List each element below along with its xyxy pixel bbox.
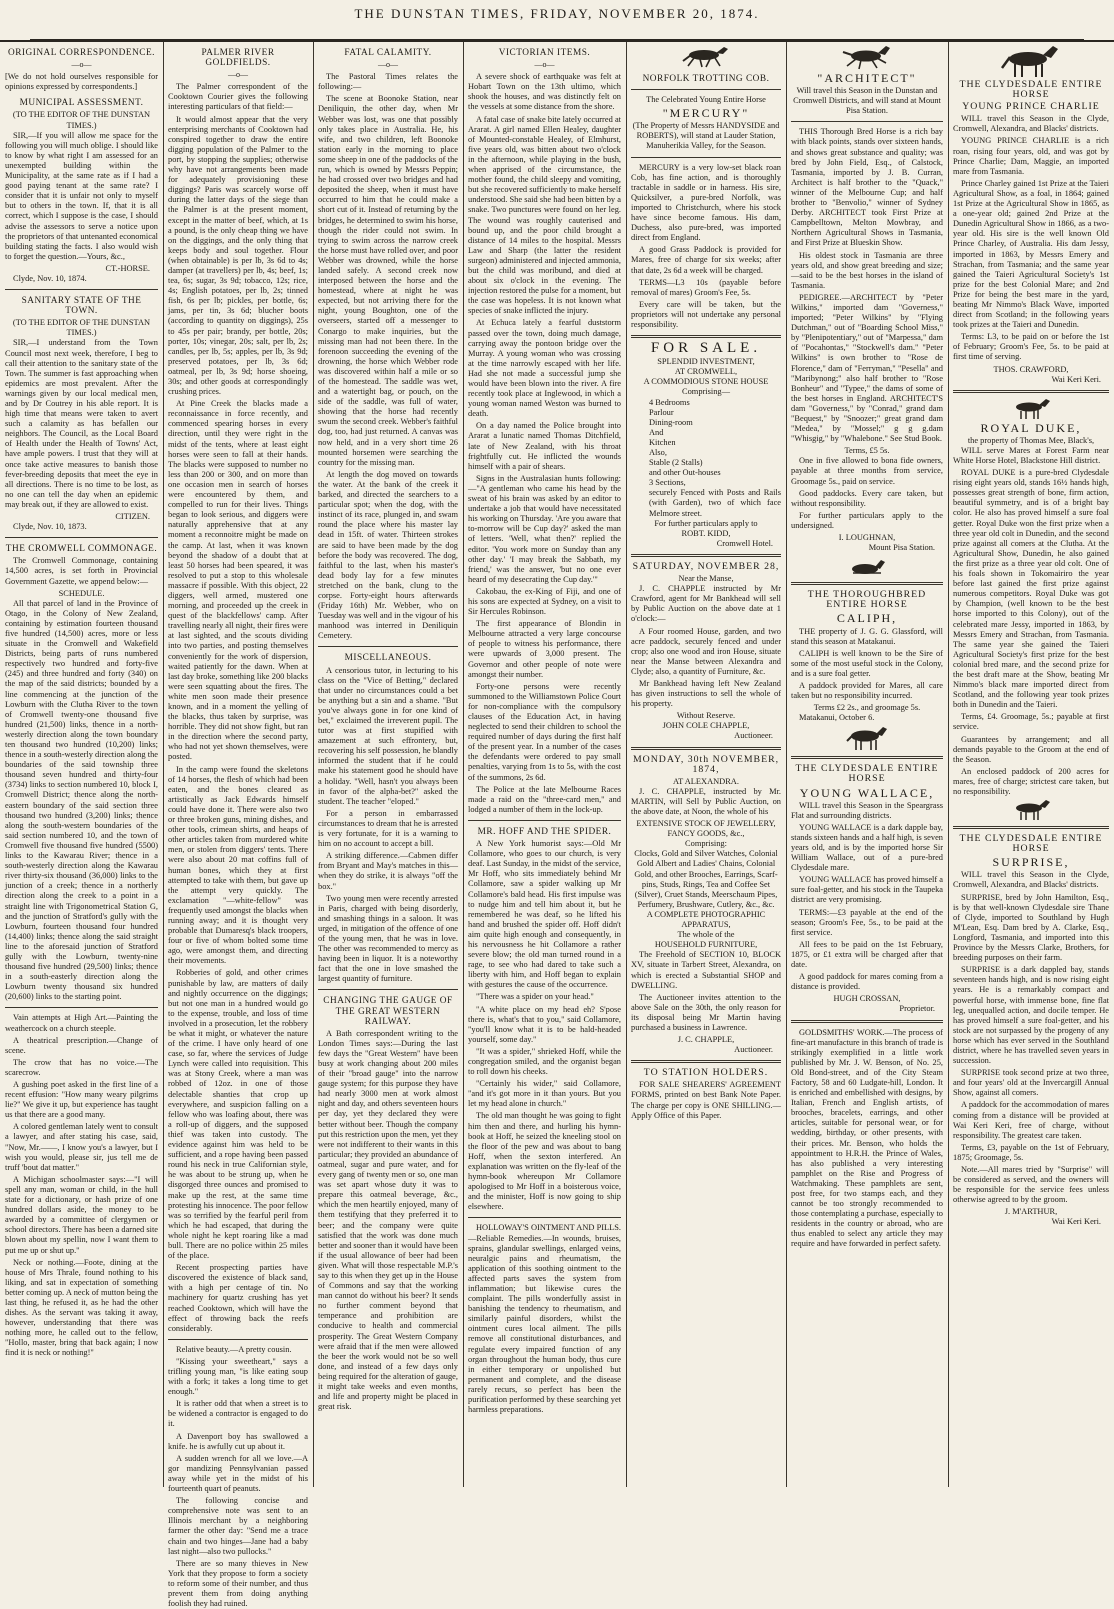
ad-line: HOUSEHOLD FURNITURE,: [654, 940, 758, 950]
article-body: All that parcel of land in the Province of Otago, in the Colony of New Zealand, containing by estimation fourteen thousand five hundred (14,500) acres, more or less situate in the Cromwell and Wakefield Districts, being parts of runs numbered respectively two hundred and forty-five (245) and three hundred and forty (340) on the map of the said districts; bounded by a line commencing at the junction of the Lowburn with the Clutha River to the town of Cromwell twenty-one thousand five hundred (21,500) links, thence in a north-westerly direction along the town boundary ten thousand two hundred (10,200) links; thence in a south-westerly direction along the boundaries of the said township three thousand seven hundred and thirty-four (3734) links to section numbered 10, block I, Cromwell District; thence along the north-eastern boundary of the said section three thousand two hundred (3,200) links; thence along the south-western boundaries of the said section numbered 10, and the town of Cromwell five thousand five hundred (5500) links to the Kawarau River; thence in a south-westerly direction along the Kawarau river thirty-six thousand (36,000) links to the junction of a creek; thence in a northerly direction along the creek to a point in a straight line with Trigonometrical Station G, and the junction of Stratford's gully with the Lowburn, fourteen thousand four hundred (14,400) links; thence along the said straight line to the aforesaid junction of Stratford gully with the Lowburn, twenty-nine thousand five hundred (29,500) links; thence in a south-easterly direction along the Lowburn twenty thousand six hundred (20,600) links to the starting point.: [5, 598, 158, 1002]
ad-body: SURPRISE is a dark dappled bay, stands seventeen hands high, and is now rising eight years. He is a remarkably compact and powerful horse, with immense bone, fine flat leg, unequalled action, and docile temper. He has proved himself a sure foal-getter, and his stock are not surpassed by the progeny of any horse which has ever served in the Southland district, where he has travelled seven years in succession.: [953, 965, 1109, 1066]
article-paragraph: The scene at Boonoke Station, near Deniliquin, the other day, when Mr Webber was lost, was one that possibly only takes place in Australia. He, his wife, and two children, left Boonoke station early in the morning to place some sheep in one of the paddocks of the run, which is owned by Messrs Peppin; he had crossed over two bridges and had deposited the sheep, when it must have occurred to him that he could make a short cut of it. Instead of returning by the bridges, he determined to swim his horse, though the rider could not swim. In trying to swim across the narrow creek the horse must have rolled over, and poor Webber was drowned, while the horse landed safely. A second creek now interposed between the horse and the homestead, where at night he was expected, but not arriving there for the night, young Boughton, one of the overseers, started off a messenger to Conargo to make inquiries, but the missing man had not been there. In the forenoon succeeding the evening of the drowning, the horse which Webber rode was discovered within half a mile or so of the homestead. The saddle was wet, and a watertight bag, or pouch, on the side of the saddle, was full of water, showing that the horse had recently swum the second creek. Webber's faithful dog, too, had just returned. A canvas was now held, and in a very short time 26 mounted horsemen were searching the country for the missing man.: [318, 94, 458, 467]
horse-name-architect: "ARCHITECT": [817, 71, 917, 85]
column-7: [948, 42, 1114, 1487]
misc-item: There are so many thieves in New York that they propose to form a society to reform some of their number, and thus prevent them from doing anything foolish they had ruined.: [168, 1558, 308, 1609]
letter-signature: CT.-HORSE.: [105, 263, 150, 273]
ad-property: (The Property of Messrs HANDYSIDE and ROBERTS), will stand at Lauder Station, Manuherikia Valley, for the Season.: [632, 121, 780, 151]
masthead-rule: [30, 39, 1084, 40]
horse-name-mercury: "MERCURY": [662, 106, 750, 121]
article-paragraph: At length the dog moved on towards the water. At the bank of the creek it barked, and directed the searchers to a particular spot; when the dog, with the instinct of its race, plunged in, and swam round the place where his master lay dead in 15ft. of water. Thirteen strokes are said to have been made by the dog before the body was recovered. The dog, faithful to the last, when his master's dead body lay for a few minutes stretched on the bank, clung to the corpse. Forty-eight hours afterwards (Friday 16th) Mr. Webber, who on Tuesday was well and in the vigour of his manhood was interred in Deniliquin Cemetery.: [318, 469, 458, 641]
ad-body: One in five allowed to bona fide owners, payable at three months from service, Groomage 5s., paid on service.: [791, 456, 943, 486]
ad-body: FOR SALE SHEARERS' AGREEMENT FORMS, printed on best Bank Note Paper. The charge per copy is ONE SHILLING.—Apply Office of this Paper.: [631, 1080, 781, 1120]
heading-palmer-river: PALMER RIVER GOLDFIELDS.: [201, 48, 275, 69]
list-item: Also,: [649, 448, 667, 457]
ad-body: Mr Bankhead having left New Zealand has given instructions to sell the whole of his property.: [631, 678, 781, 709]
ad-contact-name: J. M'ARTHUR,: [1004, 1207, 1058, 1217]
letter-address: (TO THE EDITOR OF THE DUNSTAN TIMES.): [12, 318, 151, 338]
ad-contact-role: Auctioneer.: [734, 731, 773, 741]
ad-body: MERCURY is a very low-set black roan Cob, has fine action, and is thoroughly tractable in saddle or in harness. His sire, Quicksilver, a pure-bred Norfolk, was imported to Christchurch, where his stock have since become famous. His dam, Duchess, also pure-bred, was imported direct from England.: [631, 162, 781, 243]
ad-body: YOUNG WALLACE is a dark dapple bay, stands sixteen hands and a half high, is seven years old, and is by the imported horse Sir William Wallace, out of a pure-bred Clydesdale mare.: [791, 822, 943, 873]
schedule-label: SCHEDULE.: [58, 588, 105, 598]
ad-line: Comprising:: [685, 839, 727, 849]
column-2: [163, 42, 313, 1609]
ad-heading: THE CLYDESDALE ENTIRE HORSE: [959, 833, 1103, 855]
running-horse-icon: [839, 44, 895, 70]
list-item: Parlour: [649, 407, 674, 417]
ad-body: WILL serve Mares at Forest Farm near White Horse Hotel, Blackstone Hill district.: [953, 445, 1109, 465]
misc-item: For a person in embarrassed circumstances to dream that he is arrested is very fortunate, for it is a warning to him on no account to accept a bill.: [318, 808, 458, 849]
heading-norfolk-cob: NORFOLK TROTTING COB.: [642, 74, 770, 84]
divider: [953, 826, 1109, 829]
ornament: —o—: [378, 60, 398, 70]
heading-changing-gauge: CHANGING THE GAUGE OF THE GREAT WESTERN RAILWAY.: [323, 996, 453, 1027]
divider: [5, 289, 158, 290]
divider: [631, 747, 781, 750]
misc-item: A sudden wrench for all we love.—A gor mandizing Pennsylvanian passed away while yet in the midst of his fourteenth quart of peanuts.: [168, 1453, 308, 1494]
divider: [631, 335, 781, 338]
article-paragraph: Cakobau, the ex-King of Fiji, and one of his sons are expected at Sydney, on a visit to Sir Hercules Robinson.: [468, 586, 621, 617]
column-5: [626, 42, 786, 1487]
divider: [953, 390, 1109, 393]
ad-contact-place: Wai Keri Keri.: [1051, 374, 1101, 384]
misc-item: "Kissing your sweetheart," says a trifling young man, "is like eating soup with a fork; it takes a long time to get enough.": [168, 1356, 308, 1397]
ad-line: AT CROMWELL,: [674, 367, 738, 377]
divider: [5, 537, 158, 538]
article-paragraph: It would almost appear that the very enterprising merchants of Cooktown had conspired together to draw the entire digging population of the Palmer to the port, by stopping the supplies; otherwise why have not arrangements been made for adequately provisioning these diggings? Paris was scarcely worse off during the latter days of the siege than the Palmer is at the present moment, except in the matter of beef, which, at 1s a pound, is the only cheap thing we have on the diggings, and the only thing that keeps body and soul together. Flour (when obtainable) is per lb, 3s 6d to 4s; damper (at travellers) per lb, 4s; beef, 1s; tea, 6s; sugar, 3s 9d; tobacco, 12s; rice, 4s; English potatoes, per lb, 2s; tinned fish, 6s per lb; pickles, per bottle, 6s; jams, per tin, 3s 6d; blucher boots (according to quantity on diggings), 25s to 45s per pair; brandy, per bottle, 20s; porter, 10s; vinegar, 20s; salt, per lb, 2s; candles, per lb, 5s; apples, per lb, 3s 9d; preserved potatoes, per lb, 3s 6d; oatmeal, per lb, 3s 9d; horse shoeing, 30s; and other goods at correspondingly crushing prices.: [168, 114, 308, 397]
divider: [168, 1339, 308, 1340]
divider: [468, 820, 621, 821]
ad-intro: Will travel this Season in the Dunstan and Cromwell Districts, and will stand at Mount Pisa Station.: [793, 86, 941, 116]
ad-contact-name: HUGH CROSSAN,: [833, 994, 901, 1004]
ornament: —o—: [534, 60, 555, 70]
ad-paddock: A good Grass Paddock is provided for Mares, free of charge for six weeks; after that date, 2s 6d a week will be charged.: [631, 245, 781, 275]
list-item: securely Fenced with Posts and Rails (with Garden), two of which face Melmore street.: [649, 488, 781, 518]
letter-body: SIR,—I understand from the Town Council most next week, therefore, I beg to call their attention to the sanitary state of the Town. The summer is fast approaching when epidemics are most prevalent. After the warnings given by our local medical men, and by Dr Coutrey in his able report. It is high time that means were taken to avert such a calamity as has befallen our neighbors. The Council, as the Local Board of Health under the Health of Towns' Act, have ample powers. I trust that they will at once take active measures to banish those fever-breeding deposits that meet the eye in all directions. There is no time to be lost, as no one can tell the day when an epidemic may break out, if they are allowed to exist.: [5, 338, 158, 509]
ad-body: Prince Charley gained 1st Prize at the Taieri Agricultural Show, as a foal, in 1864; gained 1st Prize at the Agricultural Show in 1865, as a one-year old; gained 2nd Prize at the Dunedin Agricultural Show in 1866, as a two-year old. His sire is the well known Old Prince Charley, of Australia. His dam Jessy, imported in 1863, by Messrs Emery and Strachan, from Tasmania; and the same year gained the Taieri Agricultural Society's 1st prize for the best Colonial Mare; and 2nd Prize for being the best mare in the yard, beating Mr Nimmo's Black Wave, imported direct from Scotland; in the following years took prizes at the Taieri and Dunedin.: [953, 178, 1109, 330]
standing-horse-icon: [1007, 398, 1055, 420]
article-paragraph: "A white place on my head eh? S'pose there is, what's that to you," said Collamore, "you'll know what it is to be hald-headed yourself, some day.": [468, 1004, 621, 1044]
standing-horse-icon: [996, 44, 1066, 78]
ad-heading: THE CLYDESDALE ENTIRE HORSE: [959, 79, 1103, 101]
ad-body: ROYAL DUKE is a pure-bred Clydesdale rising eight years old, stands 16½ hands high, possesses great strength of bone, firm action, beautiful symmetry, and is of a bright bay color. He also has proved himself a sure foal getter. Royal Duke won the first prize when a three year old colt in Dunedin, and the second prize against all comers at the Clutha. At the Agricultural Show, Dunedin, he also gained the first prize as a three year old colt. One of his foals shown in Tokomairiro the year before last gained the first prize against numerous competitors. Royal Duke was got by Champion, (well known to be the best horse imported to this Colony), out of the celebrated mare Jessy, imported in 1863, by Messrs Emery and Strachan, from Tasmania. The same year she gained the Taieri Agricultural Society's first prize for the best colonial bred mare, and the second prize for the best draft mare at the Show, beating Mr Nimmo's black mare imported direct from Scotland, and the following year took prizes both in Dunedin and the Taieri.: [953, 468, 1109, 710]
ad-body: J. C. CHAPPLE instructed by Mr Crawford, agent for Mr Bankhead will sell by Public Auction on the above date at 1 o'clock:—: [631, 584, 781, 624]
ad-body: WILL travel this Season in the Clyde, Cromwell, Alexandra, and Blacks' districts.: [953, 114, 1109, 134]
divider: [631, 1060, 781, 1063]
misc-item: A gushing poet asked in the first line of a recent effusion: "How many weary pilgrims lie?" We give it up, but experience has taught us that there are a good many.: [5, 1080, 158, 1120]
letter-address: (TO THE EDITOR OF THE DUNSTAN TIMES.): [12, 110, 151, 130]
misc-item: Vain attempts at High Art.—Painting the weathercock on a church steeple.: [5, 1013, 158, 1033]
heading-victorian-items: VICTORIAN ITEMS.: [498, 48, 591, 58]
column-3: [313, 42, 463, 1487]
article-paragraph: A New York humorist says:—Old Mr Collamore, who goes to our church, is very deaf. Last Sunday, in the midst of the service, Mr Hoff, who sits immediately behind Mr Collamore, saw a spider walking up Mr Collamore's bald head. His first impulse was to nudge him and tell him about it, but he remembered he was deaf, so he lifted his hand and brushed the spider off. Hoff didn't aim quite high enough and consequently, in his nervousness he hit Collamore a rather severe blow; the old man turned round in a rage, to see who had dared to take such a liberty with him, and Hoff began to explain with gestures the cause of the occurrence.: [468, 839, 621, 990]
article-paragraph: "There was a spider on your head.": [476, 992, 594, 1002]
ornament: —o—: [228, 70, 248, 80]
article-paragraph: The first appearance of Blondin in Melbourne attracted a very large concourse of people to witness his performance, there were upwards of 3,000 present. The Governor and other people of note were amongst their number.: [468, 619, 621, 679]
ad-pedigree: PEDIGREE.—ARCHITECT by "Peter Wilkins," imported dam "Governess," imported; "Peter Wilkins" by "Flying Dutchman," out of "Boarding School Miss," by "Plenipotentiary," out of "Marpessa," dam of "Pocahontas," "Stockwell's dam." "Peter Wilkins" is own brother to "Rose de Florence," dam of "Ferryman," "Pesella" and "Maribynong;" also half brother to "Rose Bonheur" and "Typee," the dams of some of the best horses in England. ARCHITECT'S dam "Governess," by "Conrad," grand dam "Bequest," by "Snoozer;" great grand dam "Medea," by "Mossel;" g g g.dam "Whisgig," by "Whalebone." See Stud Book.: [791, 292, 943, 444]
letter-date: Clyde, Nov. 10, 1873.: [13, 522, 87, 532]
ad-contact-place: Mount Pisa Station.: [868, 543, 935, 553]
ad-line: Clocks, Gold and Silver Watches, Colonial Gold Albert and Ladies' Chains, Colonial Gold, and other Brooches, Earrings, Scarf-pins, Studs, Rings, Tea and Coffee Set (Silver), Cruet Stands, Meerschaum Pipes, Perfumery, Brushware, Cutlery, &c., &c.: [634, 849, 778, 909]
ad-body: An enclosed paddock of 200 acres for mares, free of charge; strictest care taken, but no responsibility.: [953, 766, 1109, 796]
ad-line: Comprising—: [682, 387, 730, 397]
misc-item: A theatrical prescription.—Change of scene.: [5, 1035, 158, 1055]
divider: [791, 756, 943, 759]
sale-date: SATURDAY, NOVEMBER 28,: [632, 560, 780, 572]
divider: [631, 157, 781, 158]
ad-date: Matakanui, October 6.: [799, 713, 875, 723]
divider: [791, 1020, 943, 1023]
divider: [468, 1217, 621, 1218]
heading-miscellaneous: MISCELLANEOUS.: [344, 653, 432, 664]
ad-terms: Terms, £3, payable on the 1st of February, 1875; Groomage, 5s.: [953, 1142, 1109, 1162]
article-paragraph: A fatal case of snake bite lately occurred at Ararat. A girl named Ellen Healey, daughter of Mounted-constable Healey, of Elmhurst, five years old, was bitten about two o'clock in the afternoon, while playing in the bush, when apprised of the circumstance, the mother found, the child sleepy and vomiting, but she recovered sufficiently to make herself understood. She said she had been bitten by a snake. Two punctures were found on her leg. The wound was roughly cauterised and bound up, and the poor child brought a distance of 14 miles to the hospital. Messrs Law and Sharp (the latter the resident surgeon) administered and injected ammonia, but the child was moribund, and died at about six o'clock in the evening. The injection restored the pulse for a moment, but the case was hopeless. It is not known what species of snake inflicted the injury.: [468, 114, 621, 316]
standing-horse-icon: [841, 725, 893, 751]
list-item: Stable (2 Stalls): [649, 458, 703, 468]
ad-body: J. C. CHAPPLE, instructed by Mr. MARTIN, will Sell by Public Auction, on the above date, at Noon, the whole of his: [631, 786, 781, 816]
ad-line: The whole of the: [677, 930, 735, 940]
article-body: The Cromwell Commonage, containing 14,500 acres, is set forth in Provincial Government Gazette, we append below:—: [5, 556, 158, 586]
ad-body: Guarantees by arrangement; and all demands payable to the Groom at the end of the Season.: [953, 734, 1109, 764]
letter-body: SIR,—If you will allow me space for the following you will much oblige. I should like to know by what right I am assessed for an unexempted building within the Municipality, at the same rate as if I had a good paying tenant at the same rate? I consider that it is unfair not only to myself but to others in the town. If, that it is all correct, which I suppose is the case, I should advise the assessors to serve a notice upon the proprietors of that untenanted economical building stating the facts. I also would wish to forget the question.—Yours, &c.,: [5, 130, 158, 261]
ad-body: WILL travel this Season in the Clyde, Cromwell, Alexandra, and Blacks' districts.: [953, 870, 1109, 890]
sale-place: Near the Manse,: [678, 574, 734, 584]
ad-terms: TERMS:—£3 payable at the end of the season; Groom's Fee, 5s., to be paid at the first service.: [791, 907, 943, 937]
divider: [631, 554, 781, 557]
misc-item: A striking difference.—Cabmen differ from Bryant and May's matches in this—when they do strike, it is always "off the box.": [318, 851, 458, 891]
list-item: And: [649, 427, 664, 437]
heading-fatal-calamity: FATAL CALAMITY.: [344, 48, 432, 58]
sale-place: AT ALEXANDRA.: [673, 776, 739, 786]
ad-property: the property of Thomas Mee, Black's,: [967, 435, 1095, 445]
ad-contact-role: Auctioneer.: [734, 1045, 773, 1055]
misc-item: A censorious tutor, in lecturing to his class on the "Vice of Betting," declared that under no circumstances could a bet be anything but a sin and a shame. "But you've always gone in for one kind of bet," exclaimed the irreverent pupil. The tutor was at first stupified with amazement at such effrontery, but, recovering his self possession, he blandly informed the student that if he could make his statement good he should have a holiday. "Well, hasn't you always been in favor of the alpha-bet?" asked the student. The teacher "eloped.": [318, 665, 458, 806]
ad-body: THIS Thorough Bred Horse is a rich bay with black points, stands over sixteen hands, and shows great substance and quality; was bred by John Field, Esq., of Calstock, Tasmania, imported by J. B. Curran, Architect is half brother to the "Quack," winner of the Melbourne Cup; and half brother to "Benvolio," winner of Sydney Derby. ARCHITECT took First Prize at Campbelltown, Melton Mowbray, and Northern Agricultural Shows in Tasmania, and First Prize at Blueskin Show.: [791, 127, 943, 248]
heading-mr-hoff: MR. HOFF AND THE SPIDER.: [477, 826, 612, 837]
ad-body: YOUNG WALLACE has proved himself a sure foal-getter, and his stock in the Taupeka district are very promising.: [791, 875, 943, 905]
ad-contact-role: Proprietor.: [899, 1004, 935, 1014]
ad-contact-place: Cromwell Hotel.: [716, 538, 773, 548]
article-paragraph: The old man thought he was going to fight him then and there, and hurling his hymn-book at Hoff, he seized the kneeling stool on the floor of the pew and was about to bang Hoff, when the sexton interfered. An explanation was written on the fly-leaf of the hymn-book whereupon Mr Collamore apologised to Mr Hoff in a boisterous voice, and the minister, Hoff is now going to ship elsewhere.: [468, 1111, 621, 1212]
ad-line: EXTENSIVE STOCK OF JEWELLERY, FANCY GOODS, &c.,: [636, 819, 776, 839]
ad-line: SPLENDID INVESTMENT,: [657, 357, 755, 367]
heading-cromwell-commonage: THE CROMWELL COMMONAGE.: [5, 544, 158, 555]
ad-body: His oldest stock in Tasmania are three years old, and show great breeding and size;—said to be the best horses in the island of Tasmania.: [791, 250, 943, 290]
ad-body: THE property of J. G. G. Glassford, will stand this season at Matakanui.: [791, 626, 943, 646]
article-paragraph: Robberies of gold, and other crimes punishable by law, are matters of daily and nightly occurrence on the diggings; but not one man in a hundred would go to the expense, trouble, and loss of time involved in a prosecution, let the robbery be what it might, or whatever the nature of the crime. I have only heard of one case, so far, where the services of Judge Lynch were called into requisition. This was at Stony Creek, where a man was robbed of 12oz. in one of those delectable shanties that crop up everywhere, and suspicion falling on a fellow who was loafing about, there was a roll-up of diggers, and the supposed thief was taken into custody. The evidence against him was held to be sufficient, and a rope having been passed round his neck in true Californian style, he was about to be strung up, when he disgorged three ounces and promised to make up the rest, at the same time protesting his innocence. The poor fellow was so terrified by the fearful peril from which he had escaped, that during the whole night he kept roaring like a mad bull. There are no police within 25 miles of the place.: [168, 968, 308, 1261]
ad-terms: Terms: L3, to be paid on or before the 1st of February; Groom's Fee, 5s. to be paid at first time of serving.: [953, 332, 1109, 362]
list-item: Dining-room: [649, 417, 693, 427]
ad-body: All fees to be paid on the 1st February, 1875, or £1 extra will be charged after that date.: [791, 939, 943, 970]
article-paragraph: The Police at the late Melbourne Races made a raid on the "three-card men," and lodged a number of them in the lock-up.: [468, 784, 621, 814]
ad-body: Note.—All mares tried by "Surprise" will be considered as served, and the owners will be responsible for the service fees unless otherwise agreed to by the groom.: [953, 1165, 1109, 1205]
column-1: [0, 42, 163, 1487]
article-paragraph: The Palmer correspondent of the Cooktown Courier gives the following interesting particulars of that field:—: [168, 82, 308, 112]
article-paragraph: "It was a spider," shrieked Hoff, while the congregation smiled, and the organist began to roll down his cheeks.: [468, 1046, 621, 1077]
ad-contact-name: J. C. CHAPPLE,: [677, 1035, 735, 1045]
ad-body: Good paddocks. Every care taken, but without responsibility.: [791, 488, 943, 508]
ad-line: A COMMODIOUS STONE HOUSE: [643, 377, 769, 387]
horse-name-caliph: CALIPH,: [836, 611, 898, 626]
lying-horse-icon: [845, 555, 889, 577]
ad-contact-name: THOS. CRAWFORD,: [993, 364, 1069, 374]
horse-name-prince-charlie: YOUNG PRINCE CHARLIE: [962, 101, 1100, 113]
ad-body: The Freehold of SECTION 10, BLOCK XV, situate in Tarbert Street, Alexandra, on which is erected a Substantial SHOP and DWELLING.: [631, 950, 781, 990]
misc-item: Neck or nothing.—Foote, dining at the house of Mrs Thrale, found nothing to his liking, and sat in expectation of something better coming up. A neck of mutton being the last thing, he refused it, as he had the other dishes. As the servant was taking it away, however, understanding that there was nothing more, he called out to the fellow, "Hollo, master, bring that back again; I now find it is neck or nothing!": [5, 1257, 158, 1358]
divider: [791, 582, 943, 585]
goldsmiths-article: GOLDSMITHS' WORK.—The process of fine-art manufacture in this branch of trade is strikingly exemplified in a little work published by Mr. J. W. Benson, of No. 25, Old Bond-street, and of the City Steam Factory, 58 and 60 Ludgate-hill, London. It is enriched and embellished with designs, by Italian, French and English artists, of brooches, bracelets, earrings, and other articles, suitable for personal wear, or for wedding, birthday, or other presents, with their prices. Mr. Benson, who holds the appointment to H.R.H. the Prince of Wales, has also published a very interesting pamphlet on the Rise and Progress of Watchmaking. These pamphlets are sent, post free, for two stamps each, and they cannot be too strongly recommended to those contemplating a purchase, especially to residents in the country or abroad, who are thus enabled to select any article they may require and have forwarded in perfect safety.: [791, 1027, 943, 1249]
ad-body: WILL travel this Season in the Speargrass Flat and surrounding districts.: [791, 800, 943, 820]
ad-heading: THE THOROUGHBRED ENTIRE HORSE: [807, 589, 927, 611]
ad-terms: Terms, £4. Groomage, 5s.; payable at first service.: [953, 712, 1109, 732]
ad-line: For further particulars apply to: [654, 518, 758, 528]
article-paragraph: A severe shock of earthquake was felt at Hobart Town on the 13th ultimo, which shook the houses, and was distinctly felt on the vessels at some distance from the shore.: [468, 72, 621, 112]
ad-contact-place: Wai Keri Keri.: [1051, 1217, 1101, 1227]
masthead-title: THE DUNSTAN TIMES, FRIDAY, NOVEMBER 20, 1874.: [354, 6, 760, 21]
ad-body: A paddock provided for Mares, all care taken but no responsibility incurred.: [791, 680, 943, 701]
list-item: and other Out-houses: [649, 468, 721, 478]
ad-body: SURPRISE, bred by John Hamilton, Esq., is by that well-known Clydesdale sire Thane of Clyde, imported to Southland by Hugh M'Lean, Esq. Dam bred by A. Clarke, Esq., Longford, Tasmania, and imported into this Province by the Messrs Clarke, Brothers, for breeding purposes on their farm.: [953, 892, 1109, 963]
list-item: 3 Sections,: [649, 478, 686, 488]
list-item: Kitchen: [649, 437, 676, 447]
list-item: 4 Bedrooms: [649, 397, 690, 407]
ad-contact-name: JOHN COLE CHAPPLE,: [662, 721, 750, 731]
horse-name-royal-duke: ROYAL DUKE,: [980, 420, 1082, 435]
standing-horse-icon: [1007, 799, 1055, 821]
article-paragraph: On a day named the Police brought into Ararat a lunatic named Thomas Ditchfield, late of New Zealand, with his throat frightfully cut. He inflicted the wounds himself with a pair of shears.: [468, 421, 621, 471]
divider: [631, 89, 781, 90]
ad-line: Without Reserve.: [676, 711, 736, 721]
divider: [791, 121, 943, 122]
horse-name-wallace: YOUNG WALLACE,: [799, 785, 935, 800]
ad-terms: Terms £2 2s., and groomage 5s.: [813, 703, 921, 713]
article-paragraph: "Certainly his wider," said Collamore, "and it's got more in it than yours. But you let my head alone in church.": [468, 1079, 621, 1109]
heading-municipal-assessment: MUNICIPAL ASSESSMENT.: [19, 98, 144, 109]
divider: [5, 1007, 158, 1008]
divider: [318, 989, 458, 990]
ornament: —o—: [71, 60, 92, 70]
misc-item: A Michigan schoolmaster says:—"I will spell any man, woman or child, in the hull state for a dictionary, or hash prize of one hundred dollars aside, the money to be awarded by a committee of clergymen or school directors. There has been a darned site blown about my spellin, now I want them to put me up or shut up.": [5, 1174, 158, 1255]
column-6: [786, 42, 948, 1487]
misc-item: The following concise and comprehensive note was sent to an Illinois merchant by a neighboring farmer the other day: "Send me a trace chain and two hinges—Jane had a baby last night—also two pullocks.": [168, 1496, 308, 1556]
ad-contact-name: I. LOUGHNAN,: [838, 533, 896, 543]
misc-item: A Davenport boy has swallowed a knife. he is awfully cut up about it.: [168, 1431, 308, 1451]
masthead: [0, 0, 1114, 42]
misc-item: Relative beauty.—A pretty cousin.: [176, 1344, 292, 1354]
ad-terms: Terms, £5 5s.: [844, 446, 890, 456]
ad-body: SURPRISE took second prize at two three, and four years' old at the Invercargill Annual Show, against all comers.: [953, 1068, 1109, 1098]
trotting-horse-icon: [678, 44, 734, 68]
divider: [318, 646, 458, 647]
column-4: [463, 42, 626, 1487]
for-sale-heading: FOR SALE.: [650, 340, 762, 357]
ad-body: A good paddock for mares coming from a distance is provided.: [791, 972, 943, 992]
ad-body: CALIPH is well known to be the Sire of some of the most useful stock in the Colony, and is a sure foal getter.: [791, 648, 943, 678]
ad-body: YOUNG PRINCE CHARLIE is a rich roan, rising four years, old, and was got by Prince Charlie; Dam, Maggie, an imported mare from Tasmania.: [953, 136, 1109, 176]
ad-terms: TERMS—L3 10s (payable before removal of mares) Groom's Fee, 5s.: [631, 277, 781, 297]
ad-care: Every care will be taken, but the proprietors will not undertake any personal responsibility.: [631, 299, 781, 329]
article-paragraph: Signs in the Australasian hunts following:—"A gentleman who came his head by the sweat of his brain was asked by an editor to undertake a job that would have necessitated his working on Thursday. 'Are you aware that to-morrow will be Cup day?' asked the man of letters. 'Well, what then?' replied the editor. 'You work more on Sunday than any other day.' 'I may break the Sabbath, my friend,' was the answer, 'but no one ever heard of my desecrating the Cup day.'": [468, 473, 621, 584]
holloway-advert: HOLLOWAY'S OINTMENT AND PILLS.—Reliable Remedies.—In wounds, bruises, sprains, glandular swellings, enlarged veins, neuralgic pains and rheumatism, the application of this soothing ointment to the affected parts saves the system from inflammation; but likewise cures the complaint. The pills wonderfully assist in banishing the tendency to rheumatism, and similarly painful disorders, whilst the ointment cures local ailment. The pills remove all constitutional disturbances, and regulate every impaired function of any organ throughout the human body, thus cure in either temporary or unpolished but permanent and complete, and the disease rarely recurs, so perfect has been the purification performed by these searching yet harmless preparations.: [468, 1223, 621, 1415]
article-paragraph: At Echuca lately a fearful duststorm passed over the town, doing much damage, carrying away the pontoon bridge over the Murray. A young woman who was crossing at the time narrowly escaped with her life. Had she not made a successful jump she would have been blown into the river. A fire recently took place at Inglewood, in which a young woman named Weston was burned to death.: [468, 318, 621, 419]
article-paragraph: At Pine Creek the blacks made a reconnaissance in force recently, and commenced spearing horses in every direction, until they were right in the midst of the tents, where at least eight horses were seen to fall at their hands. The blacks were supposed to number no less than 200 or 300, and on more than one occasion men in search of horses were encountered by them, and compelled to run for their lives. Things began to look serious, and diggers were naturally apprehensive that at any moment a reconnoitre might be made on the camp. At last, when it was known beyond the shadow of a doubt that at least 50 horses had been speared, it was resolved to put a stop to this wholesale massacre if possible. With this object, 22 diggers, well armed, mustered one morning, and proceeded up the creek in quest of the blackfellows' camp. After travelling nearly all night, their fires were at last sighted, and the scouts dividing into two parties, and posting themselves conveniently for the work of dispersion, waited patiently for the dawn. When at last day broke, something like 200 blacks were seen squatting about the fires. The white men soon made their presence known, and in a moment the yelling of the blacks, thus taken by surprise, was horrible. They did not show fight, but ran in the direction where the second party, who had not yet shown themselves, were posted.: [168, 399, 308, 762]
ad-body: A Four roomed House, garden, and two acre paddock, securely fenced and under crop; also one wood and iron House, situate near the Manse between Alexandra and Clyde; also, a quantity of Furniture, &c.: [631, 626, 781, 676]
heading-original-correspondence: ORIGINAL CORRESPONDENCE.: [8, 48, 155, 58]
ad-heading: THE CLYDESDALE ENTIRE HORSE: [795, 763, 939, 785]
letter-signature: CITIZEN.: [115, 512, 150, 522]
misc-item: The crow that has no voice.—The scarecrow.: [5, 1057, 158, 1077]
ad-body: For further particulars apply to the undersigned.: [791, 510, 943, 530]
misc-item: Two young men were recently arrested in Paris, charged with being disorderly, and smashing things in a saloon. It was urged, in mitigation of the offence of one of the young men, that he was in love. The other was recommended to mercy as having been in liquor. It is a noteworthy fact that the one in love smashed the largest quantity of furniture.: [318, 893, 458, 984]
article-paragraph: The Pastoral Times relates the following:—: [318, 72, 458, 92]
article-paragraph: In the camp were found the skeletons of 14 horses, the flesh of which had been eaten, and the bones cleared as artistically as Jack Edwards himself could have done it. There were also two or three broken guns, mining dishes, and other tools, crimean shirts, and heaps of other articles taken from murdered white men, or stolen from diggers' tents. There were also about 20 mat coffins full of human bones, which they at first attempted to take with them, but gave up the attempt very quickly. The exclamation "—white-fellow" was frequently used amongst the blacks when running away; and it is thought very probable that Dumaresq's black troopers, four or five of whom bolted some time ago, were amongst them, and directing their movements.: [168, 764, 308, 966]
ad-contact-name: ROBT. KIDD,: [681, 528, 731, 538]
misc-item: It is rather odd that when a street is to be widened a contractor is engaged to do it.: [168, 1399, 308, 1429]
sale-date: MONDAY, 30th NOVEMBER, 1874,: [632, 753, 780, 775]
ad-body: The Auctioneer invites attention to the above Sale on the 30th, the only reason for its disposal being Mr Martin having purchased a business in Lawrence.: [631, 992, 781, 1032]
horse-name-surprise: SURPRISE,: [992, 855, 1070, 870]
ad-body: A paddock for the accommodation of mares coming from a distance will be provided at Wai Keri Keri, free of charge, without responsibility. The greatest care taken.: [953, 1100, 1109, 1140]
article-paragraph: Forty-one persons were recently summoned to the Williamstown Police Court for non-compliance with the compulsory clauses of the Education Act, in having neglected to send their children to school the required number of days during the first half of the present year. In a number of the cases the defendants were ordered to pay small penalties, varying from 1s to 5s, with the cost of the summons, 2s 6d.: [468, 681, 621, 782]
ad-subtitle: The Celebrated Young Entire Horse: [646, 95, 766, 105]
ad-line: A COMPLETE PHOTOGRAPHIC APPARATUS,: [646, 909, 766, 930]
article-paragraph: Recent prospecting parties have discovered the existence of black sand, with a high per centage of tin. No machinery for quartz crushing has yet reached Cooktown, which will have the effect of throwing back the reefs considerably.: [168, 1263, 308, 1333]
misc-item: A colored gentleman lately went to consult a lawyer, and after stating his case, said, "Now, Mr.——, I know you's a lawyer, but I wish you would, please sir, jus tell me de truff 'bout dat matter.": [5, 1122, 158, 1172]
heading-sanitary-state: SANITARY STATE OF THE TOWN.: [21, 296, 142, 317]
disclaimer: [We do not hold ourselves responsible for opinions expressed by correspondents.]: [5, 72, 158, 92]
letter-date: Clyde, Nov. 10, 1874.: [13, 273, 87, 283]
article-body: A Bath correspondent writing to the London Times says:—During the last few days the "Great Western" have been busy at work changing about 200 miles of their "broad gauge" into the narrow gauge system; for this purpose they have had nearly 3000 men at work almost night and day, and others seventeen hours per day, yet they declared they were better without beer. Though the company put this restriction upon the men, yet they were not indifferent to their wants in this particular; they provided an abundance of oatmeal, sugar and pure water, and for every gang of twenty men or so, one man was set apart whose duty it was to prepare this oatmeal beverage, &c., which the men heartily enjoyed, many of them testifying that they preferred it to beer; and the company were quite satisfied that the work was done much better and sooner than it would have been if the usual allowance of beer had been given. What will those respectable M.P.'s say to this when they get up in the House of Commons and say that the working man cannot do without his beer? It sends no further comment beyond that temperance and prohibition are conducive to health and commercial prosperity. The Great Western Company were afraid that if the men were allowed the beer the work would not be so well done, and instead of a few days only being required for the alteration of gauge, it might take weeks and even months, and life and property might be placed in great risk.: [318, 1028, 458, 1412]
heading-station-holders: TO STATION HOLDERS.: [643, 1067, 769, 1079]
